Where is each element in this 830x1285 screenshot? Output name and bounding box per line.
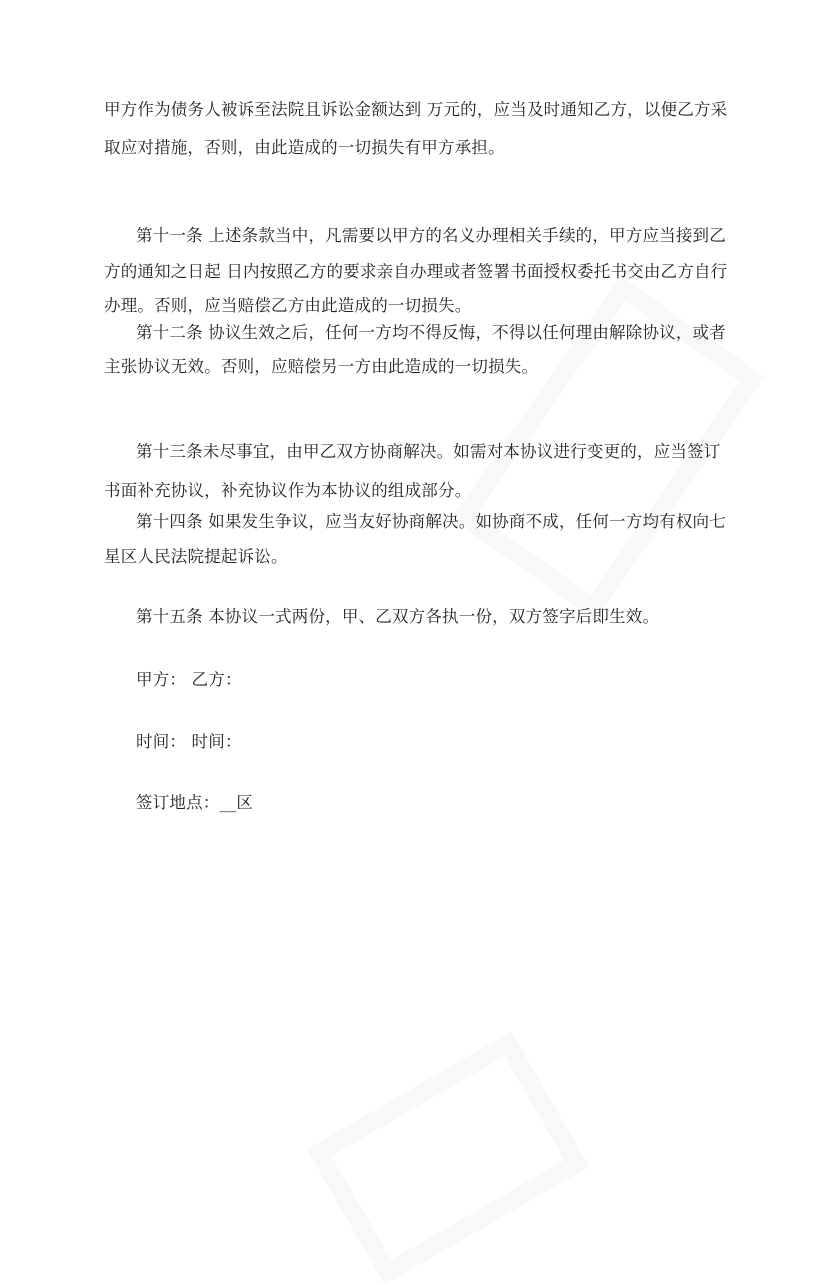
- article-12: 第十二条 协议生效之后，任何一方均不得反悔，不得以任何理由解除协议，或者: [136, 323, 726, 342]
- signature-time: 时间： 时间：: [136, 732, 242, 751]
- paragraph-line: 取应对措施，否则，由此造成的一切损失有甲方承担。: [104, 138, 505, 157]
- article-15: 第十五条 本协议一式两份，甲、乙双方各执一份，双方签字后即生效。: [136, 607, 660, 626]
- article-13: 第十三条未尽事宜，由甲乙双方协商解决。如需对本协议进行变更的，应当签订: [136, 442, 721, 461]
- signature-parties: 甲方： 乙方：: [136, 670, 242, 689]
- article-11: 第十一条 上述条款当中，凡需要以甲方的名义办理相关手续的，甲方应当接到乙: [136, 226, 726, 245]
- paragraph-line: 书面补充协议，补充协议作为本协议的组成部分。: [104, 481, 472, 500]
- paragraph-line: 甲方作为债务人被诉至法院且诉讼金额达到 万元的，应当及时通知乙方，以便乙方采: [104, 100, 728, 119]
- paragraph-line: 星区人民法院提起诉讼。: [104, 547, 288, 566]
- watermark: [307, 1031, 589, 1284]
- signature-place: 签订地点：__区: [136, 793, 254, 812]
- paragraph-line: 主张协议无效。否则，应赔偿另一方由此造成的一切损失。: [104, 357, 539, 376]
- article-14: 第十四条 如果发生争议，应当友好协商解决。如协商不成，任何一方均有权向七: [136, 512, 726, 531]
- paragraph-line: 办理。否则，应当赔偿乙方由此造成的一切损失。: [104, 296, 472, 315]
- paragraph-line: 方的通知之日起 日内按照乙方的要求亲自办理或者签署书面授权委托书交由乙方自行: [104, 262, 728, 281]
